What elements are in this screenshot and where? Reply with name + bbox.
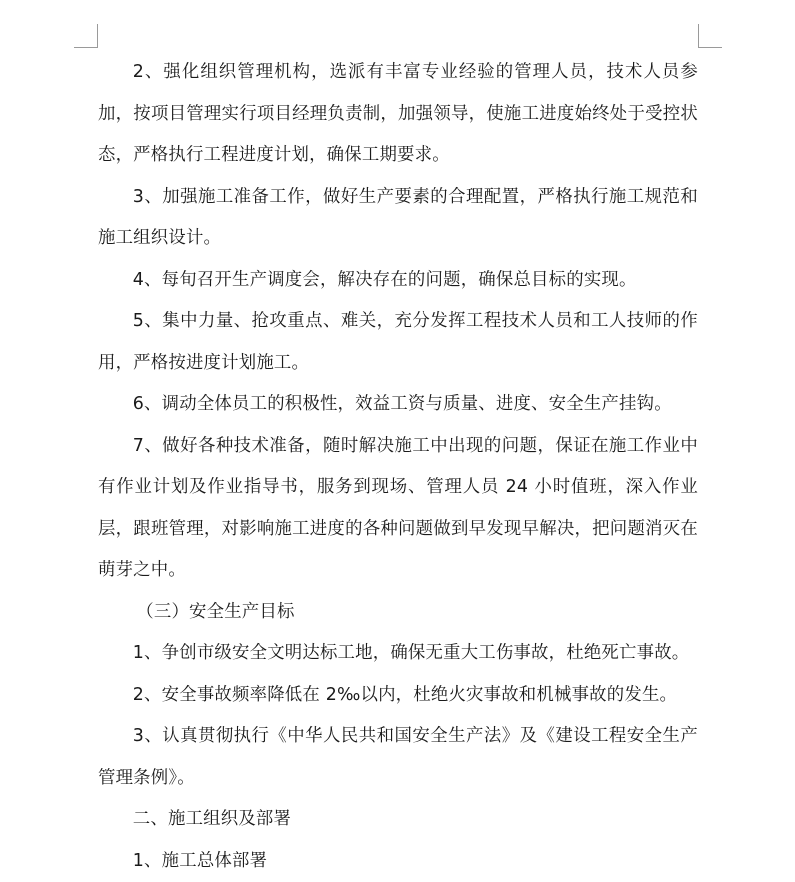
paragraph-item-7: 7、做好各种技术准备，随时解决施工中出现的问题，保证在施工作业中有作业计划及作业指导书，服务到现场、管理人员 24 小时值班，深入作业层，跟班管理，对影响施工进度的各种问题做到早发现早解决，把问题消灭在萌芽之中。 [98,426,698,592]
document-body [98,52,698,882]
section-heading-organization: 二、施工组织及部署 [98,799,698,841]
paragraph-item-5: 5、集中力量、抢攻重点、难关，充分发挥工程技术人员和工人技师的作用，严格按进度计划施工。 [98,301,698,384]
crop-mark-top-left [74,24,98,48]
section-heading-safety-goals: （三）安全生产目标 [98,592,698,634]
paragraph-safety-3: 3、认真贯彻执行《中华人民共和国安全生产法》及《建设工程安全生产管理条例》。 [98,716,698,799]
subsection-heading-overall-deployment: 1、施工总体部署 [98,841,698,882]
paragraph-item-4: 4、每旬召开生产调度会，解决存在的问题，确保总目标的实现。 [98,260,698,302]
crop-mark-top-right [698,24,722,48]
paragraph-item-2: 2、强化组织管理机构，选派有丰富专业经验的管理人员，技术人员参加，按项目管理实行项目经理负责制，加强领导，使施工进度始终处于受控状态，严格执行工程进度计划，确保工期要求。 [98,52,698,177]
paragraph-item-6: 6、调动全体员工的积极性，效益工资与质量、进度、安全生产挂钩。 [98,384,698,426]
paragraph-safety-1: 1、争创市级安全文明达标工地，确保无重大工伤事故，杜绝死亡事故。 [98,633,698,675]
paragraph-safety-2: 2、安全事故频率降低在 2‰以内，杜绝火灾事故和机械事故的发生。 [98,675,698,717]
paragraph-item-3: 3、加强施工准备工作，做好生产要素的合理配置，严格执行施工规范和施工组织设计。 [98,177,698,260]
